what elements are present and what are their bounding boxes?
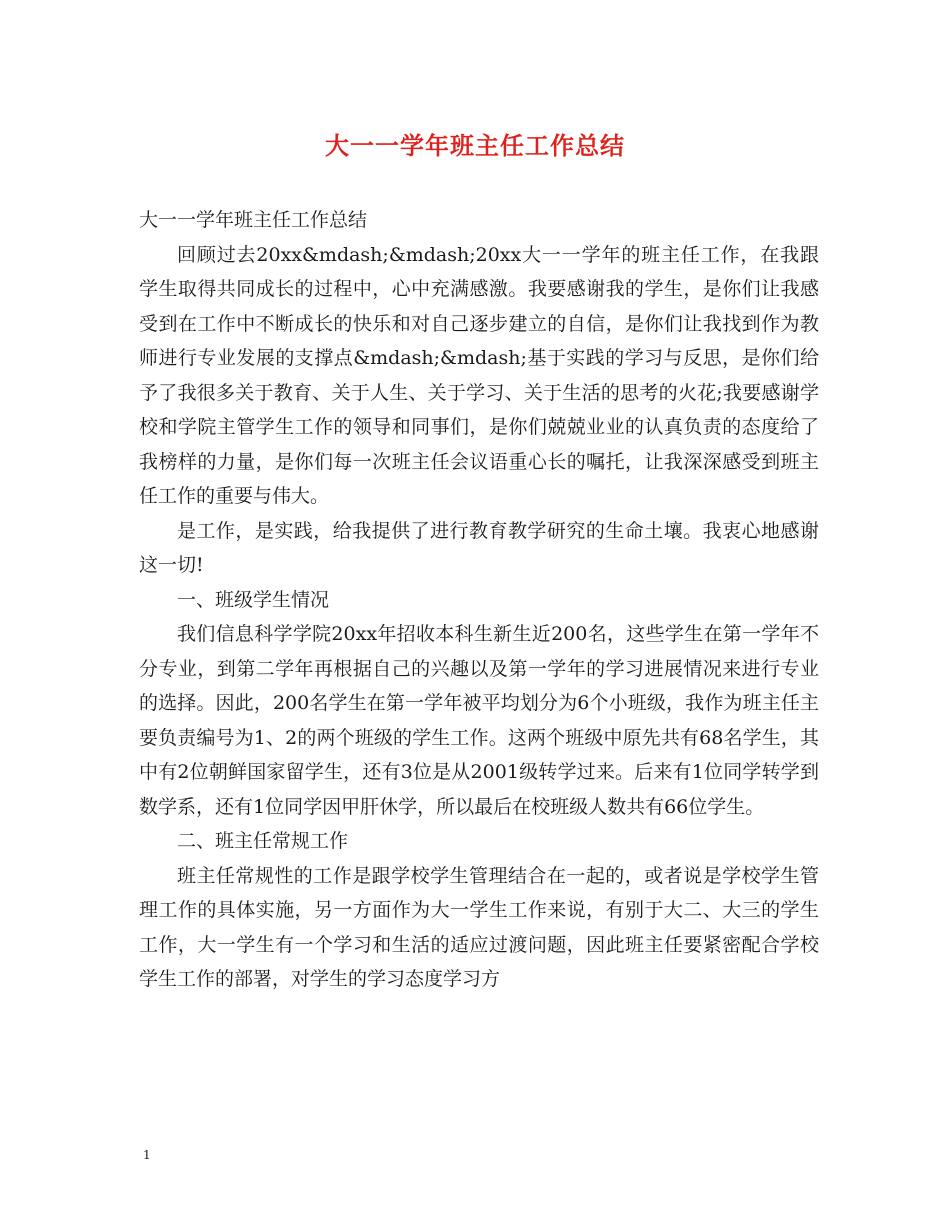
section-heading: 一、班级学生情况 (177, 588, 330, 611)
body-paragraph: 我们信息科学学院20xx年招收本科生新生近200名，这些学生在第一学年不分专业，到第二学年再根据自己的兴趣以及第一学年的学习进展情况来进行专业的选择。因此，200名学生在第一学年被平均划分为6个小班级，我作为班主任主要负责编号为1、2的两个班级的学生工作。这两个班级中原先共有68名学生，其中有2位朝鲜国家留学生，还有3位是从2001级转学过来。后来有1位同学转学到数学系，还有1位同学因甲肝休学，所以最后在校班级人数共有66位学生。 (139, 623, 819, 818)
document-body (139, 203, 819, 997)
body-paragraph: 回顾过去20xx&mdash;&mdash;20xx大一一学年的班主任工作，在我跟学生取得共同成长的过程中，心中充满感激。我要感谢我的学生，是你们让我感受到在工作中不断成长的快乐和对自己逐步建立的自信，是你们让我找到作为教师进行专业发展的支撑点&mdash;&mdash;基于实践的学习与反思，是你们给予了我很多关于教育、关于人生、关于学习、关于生活的思考的火花;我要感谢学校和学院主管学生工作的领导和同事们，是你们兢兢业业的认真负责的态度给了我榜样的力量，是你们每一次班主任会议语重心长的嘱托，让我深深感受到班主任工作的重要与伟大。 (139, 243, 819, 507)
page-number: 1 (143, 1148, 151, 1162)
body-paragraph: 是工作，是实践，给我提供了进行教育教学研究的生命土壤。我衷心地感谢这一切! (139, 519, 819, 576)
subtitle-paragraph: 大一一学年班主任工作总结 (139, 209, 368, 231)
document-title: 大一一学年班主任工作总结 (325, 131, 625, 160)
section-heading: 二、班主任常规工作 (177, 830, 349, 852)
body-paragraph: 班主任常规性的工作是跟学校学生管理结合在一起的，或者说是学校学生管理工作的具体实施，另一方面作为大一学生工作来说，有别于大二、大三的学生工作，大一学生有一个学习和生活的适应过渡问题，因此班主任要紧密配合学校学生工作的部署，对学生的学习态度学习方 (139, 864, 819, 990)
